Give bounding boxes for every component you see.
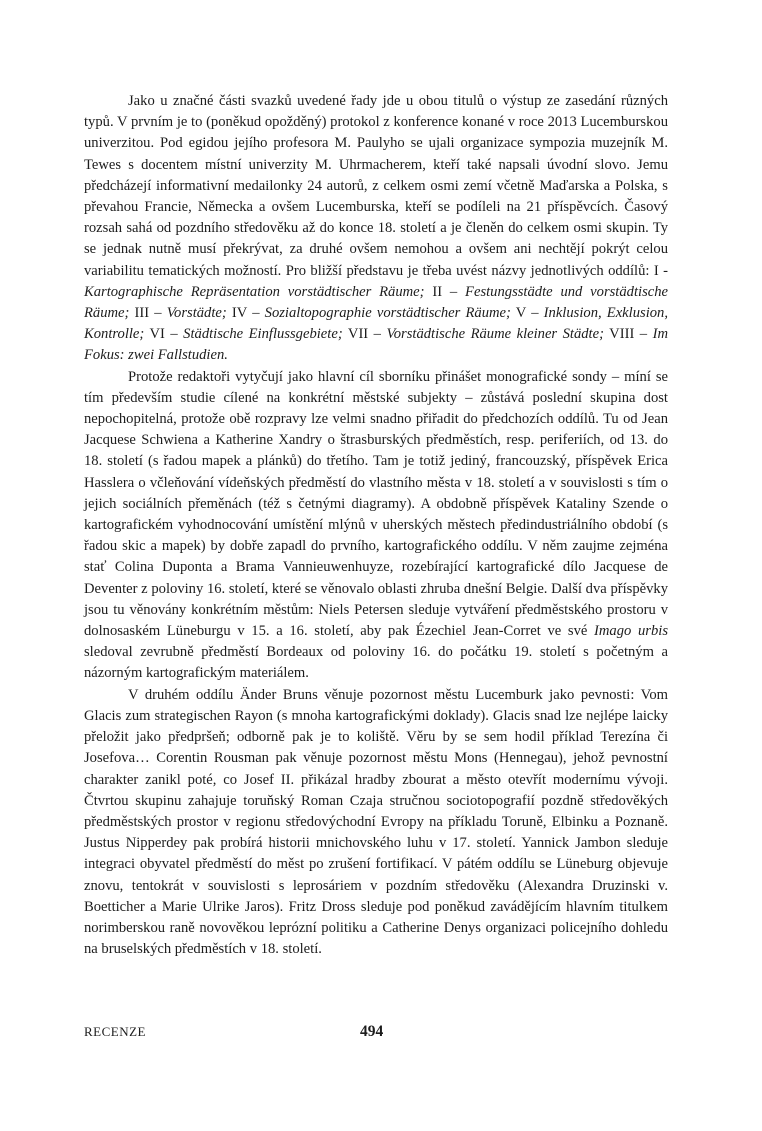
paragraph-1 [84,91,668,367]
text-run: IV – [226,305,265,322]
italic-title-run: Städtische Einflussgebiete; [183,326,343,343]
italic-title-run: Festungsstädte und vorstädtische Räume; [84,283,668,322]
text-run: III – [129,305,167,322]
page-number: 494 [360,1023,384,1040]
text-run: Jako u značné části svazků uvedené řady jde u obou titulů o výstup ze zasedání různých typů. V prvním je to (poněkud opožděný) protokol z konference konané v roce 2013 Lucemburskou univerzitou. Pod egidou jejího profesora M. Paulyho se ujali organizace sympozia muzejník M. Tewes s docentem místní univerzity M. Uhrmacherem, kteří také napsali úvodní slovo. Jemu předcházejí informativní medailonky 24 autorů, z celkem osmi zemí včetně Maďarska a Polska, s převahou Francie, Německa a ovšem Lucemburska, kteří se podíleli na 21 příspěvcích. Časový rozsah sahá od pozdního středověku až do konce 18. století a je členěn do celkem osmi skupin. Ty se jednak nutně musí překrývat, za druhé ovšem nemohou a ovšem ani nechtějí pokrýt celou variabilitu tematických možností. Pro bližší představu je třeba uvést názvy jednotlivých oddílů: I - [84,93,668,279]
italic-title-run: Inklusion, Exklusion, Kontrolle; [84,305,668,343]
italic-title-run: Kartographische Repräsentation vorstädtischer Räume; [84,283,425,300]
italic-title-run: Sozialtopographie vorstädtischer Räume; [264,305,511,322]
text-run: V druhém oddílu Änder Bruns věnuje pozornost městu Lucemburk jako pevnosti: Vom Glacis zum strategischen Rayon (s mnoha kartografickými doklady). Glacis snad lze nejlépe laicky přeložit jako předpršeň; odborně pak je to koliště. Věru by se sem hodil příklad Terezína či Josefova… Corentin Rousman pak věnuje pozornost městu Mons (Hennegau), jehož pevnostní charakter zanikl poté, co Josef II. přikázal hradby zbourat a město otevřít modernímu vývoji. Čtvrtou skupinu zahajuje toruňský Roman Czaja stručnou sociotopografií pozdně středověkých předměstských prostor v regionu středovýchodní Evropy na příkladu Toruně, Elbinku a Poznaně. Justus Nipperdey pak probírá historii mnichovského luhu v 17. století. Yannick Jambon sleduje integraci obyvatel předměstí do měst po zrušení fortifikací. V pátém oddílu se Lüneburg objevuje znovu, tentokrát v souvislosti s leprosáriem v pozdním středověku (Alexandra Druzinski v. Boetticher a Marie Ulrike Jaros). Fritz Dross sleduje pod poněkud zavádějícím hlavním titulkem norimberskou raně novověkou leprózní politiku a Catherine Denys organizaci policejního dohledu na bruselských předměstích v 18. století. [84,686,668,958]
italic-title-run: Vorstädte; [166,305,227,322]
text-run: VIII – [603,326,653,343]
text-run: VI – [144,326,184,343]
paragraph-2 [84,367,668,685]
paragraph-3 [84,685,668,961]
text-run: Protože redaktoři vytyčují jako hlavní cíl sborníku přinášet monografické sondy – míní se tím především studie cílené na konkrétní městské subjekty – zůstává poslední skupina dost nepochopitelná, protože obě rozpravy lze velmi snadno přiřadit do předchozích oddílů. Tu od Jean Jacquese Schwiena a Katherine Xandry o štrasburských předměstích, resp. periferiích, od 13. do 18. století (s řadou mapek a plánků) do třetího. Tam je totiž jediný, francouzský, příspěvek Erica Hasslera o včleňování vídeňských předměstí do vlastního města v 18. století a v souvislosti s tím o jejich sociálních přeměnách (též s četnými diagramy). A obdobně příspěvek Kataliny Szende o kartografickém vyhodnocování umístění mlýnů v uherských městech předindustriálního období (s řadou skic a mapek) by dobře zapadl do prvního, kartografického oddílu. V něm zaujme zejména stať Colina Duponta a Brama Vannieuwenhuyze, rozebírající kartografické dílo Jacquese de Deventer z poloviny 16. století, které se věnovalo oblasti zhruba dnešní Belgie. Další dva příspěvky jsou tu věnovány konkrétním městům: Niels Petersen sleduje vytváření předměstského prostoru v dolnosaském Lüneburgu v 15. a 16. století, aby pak Ézechiel Jean-Corret ve své [84,368,668,640]
text-run: sledoval zevrubně předměstí Bordeaux od poloviny 16. do počátku 19. století s početným a názorným kartografickým materiálem. [84,644,668,682]
article-body [84,91,668,960]
italic-title-run: Vorstädtische Räume kleiner Städte; [386,326,604,343]
italic-title-run: Imago urbis [594,623,669,640]
text-run: II – [424,283,466,300]
text-run: VII – [342,326,387,343]
section-label: RECENZE [84,1024,146,1039]
text-run: V – [510,305,544,322]
italic-title-run: Im Fokus: zwei Fallstudien. [84,326,668,364]
